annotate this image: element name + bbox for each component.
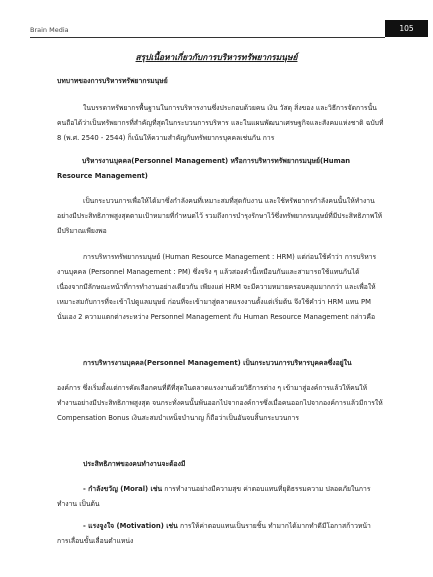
- paragraph-organization: องค์การ ซึ่งเริ่มตั้งแต่การคัดเลือกคนที่ดีที่สุดในตลาดแรงงานด้วยวิธีการต่าง ๆ เข้ามาสู่องค์การแล้วให้คนให้ทำงานอย่างมีประสิทธิภาพสูงสุด จนกระทั่งคนนั้นพ้นออกไปจากองค์การซึ่งเมื่อคนออกไปจากองค์การแล้วมีการให้ Compensation Bonus เงินสะสมบำเหน็จบำนาญ ก็ถือว่าเป็นอันจบสิ้นกระบวนการ: [57, 384, 383, 422]
- list-item-morale: [57, 482, 384, 512]
- list-item-motivation: [57, 519, 384, 549]
- page-number-badge: 105: [385, 20, 428, 37]
- section-heading-personnel-management: บริหารงานบุคคล(Personnel Management) หรือการบริหารทรัพยากรมนุษย์(Human Resource Management): [57, 157, 351, 180]
- section-heading-personnel-process: การบริหารงานบุคคล(Personnel Management) เป็นกระบวนการบริหารบุคคลซึ่งอยู่ใน: [83, 359, 352, 367]
- paragraph-resources: ในบรรดาทรัพยากรพื้นฐานในการบริหารงานซึ่งประกอบด้วยคน เงิน วัสดุ สิ่งของ และวิธีการจัดการนั้น คนถือได้ว่าเป็นทรัพยากรที่สำคัญที่สุดในกระบวนการบริหาร และในแผนพัฒนาเศรษฐกิจและสังคมแห่งชาติ ฉบับที่ 8 (พ.ศ. 2540 - 2544) ก็เน้นให้ความสำคัญกับทรัพยากรบุคคลเช่นกัน การ: [57, 104, 384, 142]
- section-heading-role: บทบาทของการบริหารทรัพยากรมนุษย์: [57, 77, 168, 85]
- list-item-term: - กำลังขวัญ (Moral) เช่น: [83, 485, 163, 493]
- header-rule: [30, 37, 385, 38]
- list-item-description: การให้ค่าตอบแทนเป็นรายชิ้น ทำมากได้มากทำดีมีโอกาสก้าวหน้า การเลื่อนขั้นเลื่อนตำแหน่ง: [57, 522, 371, 545]
- page-title: สรุปเนื้อหาเกี่ยวกับการบริหารทรัพยากรมนุษย์: [135, 52, 298, 62]
- paragraph-hrm-vs-pm: การบริหารทรัพยากรมนุษย์ (Human Resource Management : HRM) แต่ก่อนใช้คำว่า การบริหารงานบุคคล (Personnel Management : PM) ซึ่งจริง ๆ แล้วสองคำนี้เหมือนกันและสามารถใช้แทนกันได้ เนื่องจากมีลักษณะหน้าที่การทำงานอย่างเดียวกัน เพียงแต่ HRM จะมีความหมายครอบคลุมมากกว่า และเพื่อให้เหมาะสมกับการที่จะเข้าไปดูแลมนุษย์ ก่อนที่จะเข้ามาสู่ตลาดแรงงานตั้งแต่เริ่มต้น จึงใช้คำว่า HRM แทน PM นั่นเอง 2 ความแตกต่างระหว่าง Personnel Management กับ Human Resource Management กล่าวคือ: [57, 253, 377, 321]
- paragraph-process: เป็นกระบวนการเพื่อให้ได้มาซึ่งกำลังคนที่เหมาะสมที่สุดกับงาน และใช้ทรัพยากรกำลังคนนั้นให้ทำงานอย่างมีประสิทธิภาพสูงสุดตามเป้าหมายที่กำหนดไว้ รวมถึงการบำรุงรักษาไว้ซึ่งทรัพยากรมนุษย์ที่มีประสิทธิภาพให้มีปริมาณเพียงพอ: [57, 197, 383, 235]
- list-item-description: การทำงานอย่างมีความสุข ค่าตอบแทนที่ยุติธรรมความ ปลอดภัยในการทำงาน เป็นต้น: [57, 485, 371, 508]
- brand-label: Brain Media: [30, 26, 69, 34]
- list-item-term: - แรงจูงใจ (Motivation) เช่น: [83, 522, 178, 530]
- section-heading-efficiency: ประสิทธิภาพของคนทำงานจะต้องมี: [83, 460, 186, 468]
